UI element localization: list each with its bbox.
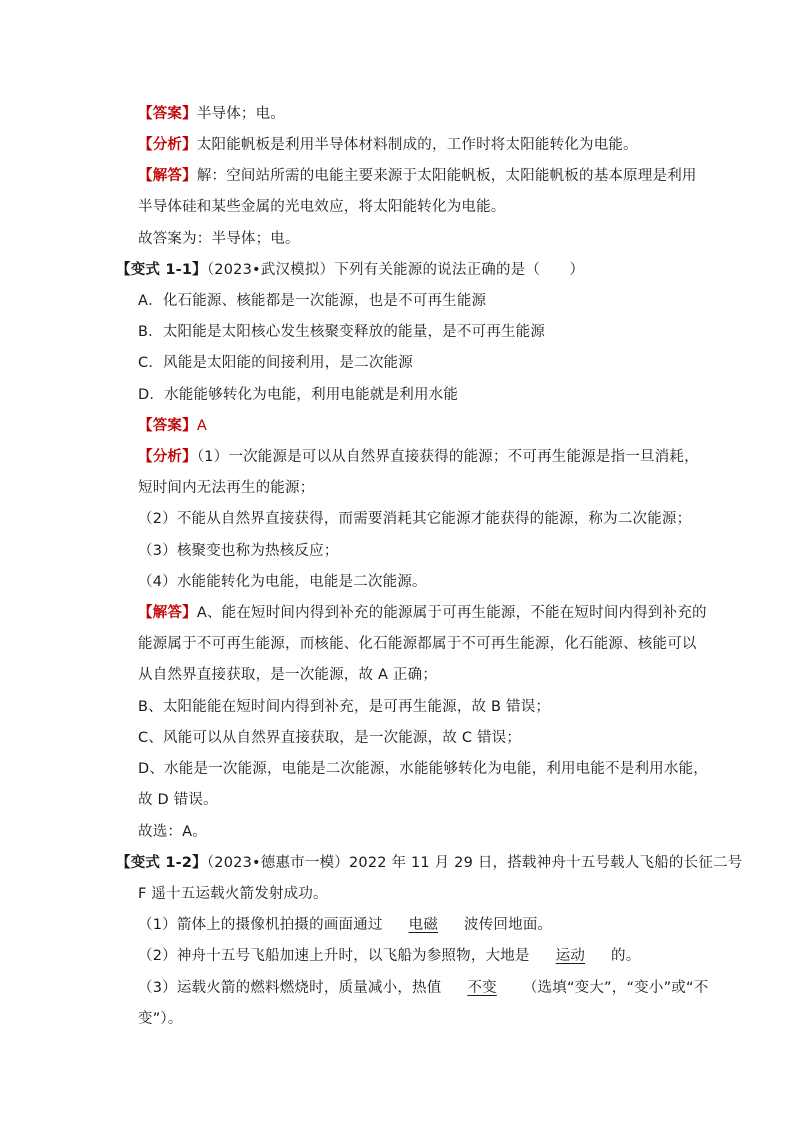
variant-1-1-analysis-2: （2）不能从自然界直接获得，而需要消耗其它能源才能获得的能源，称为二次能源； xyxy=(138,511,692,527)
option-a: A．化石能源、核能都是一次能源，也是不可再生能源 xyxy=(138,293,487,309)
variant-1-2-sub-3 xyxy=(138,978,708,998)
variant-1-1-analysis-text-1a: （1）一次能源是可以从自然界直接获得的能源；不可再生能源是指一旦消耗， xyxy=(196,449,699,465)
variant-1-1-analysis-tag: 【分析】 xyxy=(138,449,197,465)
variant-1-2-sub-1 xyxy=(138,915,552,935)
sub-2-suffix: 的。 xyxy=(611,948,641,964)
sub-3-suffix: （选填“变大”，“变小”或“不 xyxy=(522,980,709,996)
variant-1-1-answer xyxy=(138,416,207,436)
analysis-line xyxy=(138,135,638,155)
variant-1-2-tag: 【变式 1-2】 xyxy=(116,855,207,871)
answer-text: 半导体；电。 xyxy=(196,106,286,122)
solution-line-1 xyxy=(138,166,697,186)
variant-1-1-solution-a2: 能源属于不可再生能源，而核能、化石能源都属于不可再生能源，化石能源、核能可以 xyxy=(138,636,697,652)
solution-text-1: 解：空间站所需的电能主要来源于太阳能帆板，太阳能帆板的基本原理是利用 xyxy=(196,168,697,184)
variant-1-2-source: （2023•德惠市一模） xyxy=(206,855,349,871)
sub-2-prefix: （2）神舟十五号飞船加速上升时，以飞船为参照物，大地是 xyxy=(138,948,530,964)
variant-1-1-solution-text-a1: A、能在短时间内得到补充的能源属于可再生能源，不能在短时间内得到补充的 xyxy=(196,605,707,621)
variant-1-1-question: 下列有关能源的说法正确的是（ ） xyxy=(334,262,585,278)
answer-tag: 【答案】 xyxy=(138,106,197,122)
sub-3-blank: 不变 xyxy=(467,980,497,996)
variant-1-1-analysis-4: （4）水能能转化为电能，电能是二次能源。 xyxy=(138,574,427,590)
variant-1-1-solution-d1: D、水能是一次能源，电能是二次能源，水能能够转化为电能，利用电能不是利用水能， xyxy=(138,761,708,777)
sub-1-prefix: （1）箭体上的摄像机拍摄的画面通过 xyxy=(138,917,383,933)
sub-2-blank: 运动 xyxy=(555,948,586,964)
sub-3-prefix: （3）运载火箭的燃料燃烧时，质量减小，热值 xyxy=(138,980,442,996)
variant-1-1-conclusion: 故选：A。 xyxy=(138,824,207,840)
variant-1-2-question-1: 2022 年 11 月 29 日，搭载神舟十五号载人飞船的长征二号 xyxy=(348,855,743,871)
variant-1-1-solution-b: B、太阳能能在短时间内得到补充，是可再生能源，故 B 错误； xyxy=(138,699,551,715)
variant-1-1-solution-tag: 【解答】 xyxy=(138,605,197,621)
variant-1-1-analysis-3: （3）核聚变也称为热核反应； xyxy=(138,543,339,559)
variant-1-1-analysis-1a xyxy=(138,447,699,467)
variant-1-1-solution-a3: 从自然界直接获取，是一次能源，故 A 正确； xyxy=(138,667,438,683)
variant-1-2-sub-2 xyxy=(138,946,640,966)
option-c: C．风能是太阳能的间接利用，是二次能源 xyxy=(138,355,413,371)
variant-1-2-question-2: F 遥十五运载火箭发射成功。 xyxy=(138,886,328,902)
solution-tag: 【解答】 xyxy=(138,168,197,184)
sub-1-blank: 电磁 xyxy=(408,917,439,933)
variant-1-1-header xyxy=(116,260,584,280)
variant-1-1-tag: 【变式 1-1】 xyxy=(116,262,207,278)
solution-line-2: 半导体硅和某些金属的光电效应，将太阳能转化为电能。 xyxy=(138,199,506,215)
analysis-tag: 【分析】 xyxy=(138,137,197,153)
analysis-text: 太阳能帆板是利用半导体材料制成的，工作时将太阳能转化为电能。 xyxy=(196,137,638,153)
variant-1-1-solution-c: C、风能可以从自然界直接获取，是一次能源，故 C 错误； xyxy=(138,730,522,746)
variant-1-1-answer-value: A xyxy=(196,418,207,434)
option-d: D．水能能够转化为电能，利用电能就是利用水能 xyxy=(138,387,459,403)
variant-1-1-solution-d2: 故 D 错误。 xyxy=(138,792,218,808)
variant-1-2-header xyxy=(116,853,742,873)
answer-line xyxy=(138,104,285,124)
option-b: B．太阳能是太阳核心发生核聚变释放的能量，是不可再生能源 xyxy=(138,324,546,340)
variant-1-2-sub-3-cont: 变”）。 xyxy=(138,1011,183,1027)
conclusion-line: 故答案为：半导体；电。 xyxy=(138,231,300,247)
variant-1-1-answer-tag: 【答案】 xyxy=(138,418,197,434)
sub-1-suffix: 波传回地面。 xyxy=(464,917,553,933)
variant-1-1-analysis-1b: 短时间内无法再生的能源； xyxy=(138,480,315,496)
variant-1-1-solution-a1 xyxy=(138,603,707,623)
variant-1-1-source: （2023•武汉模拟） xyxy=(206,262,335,278)
